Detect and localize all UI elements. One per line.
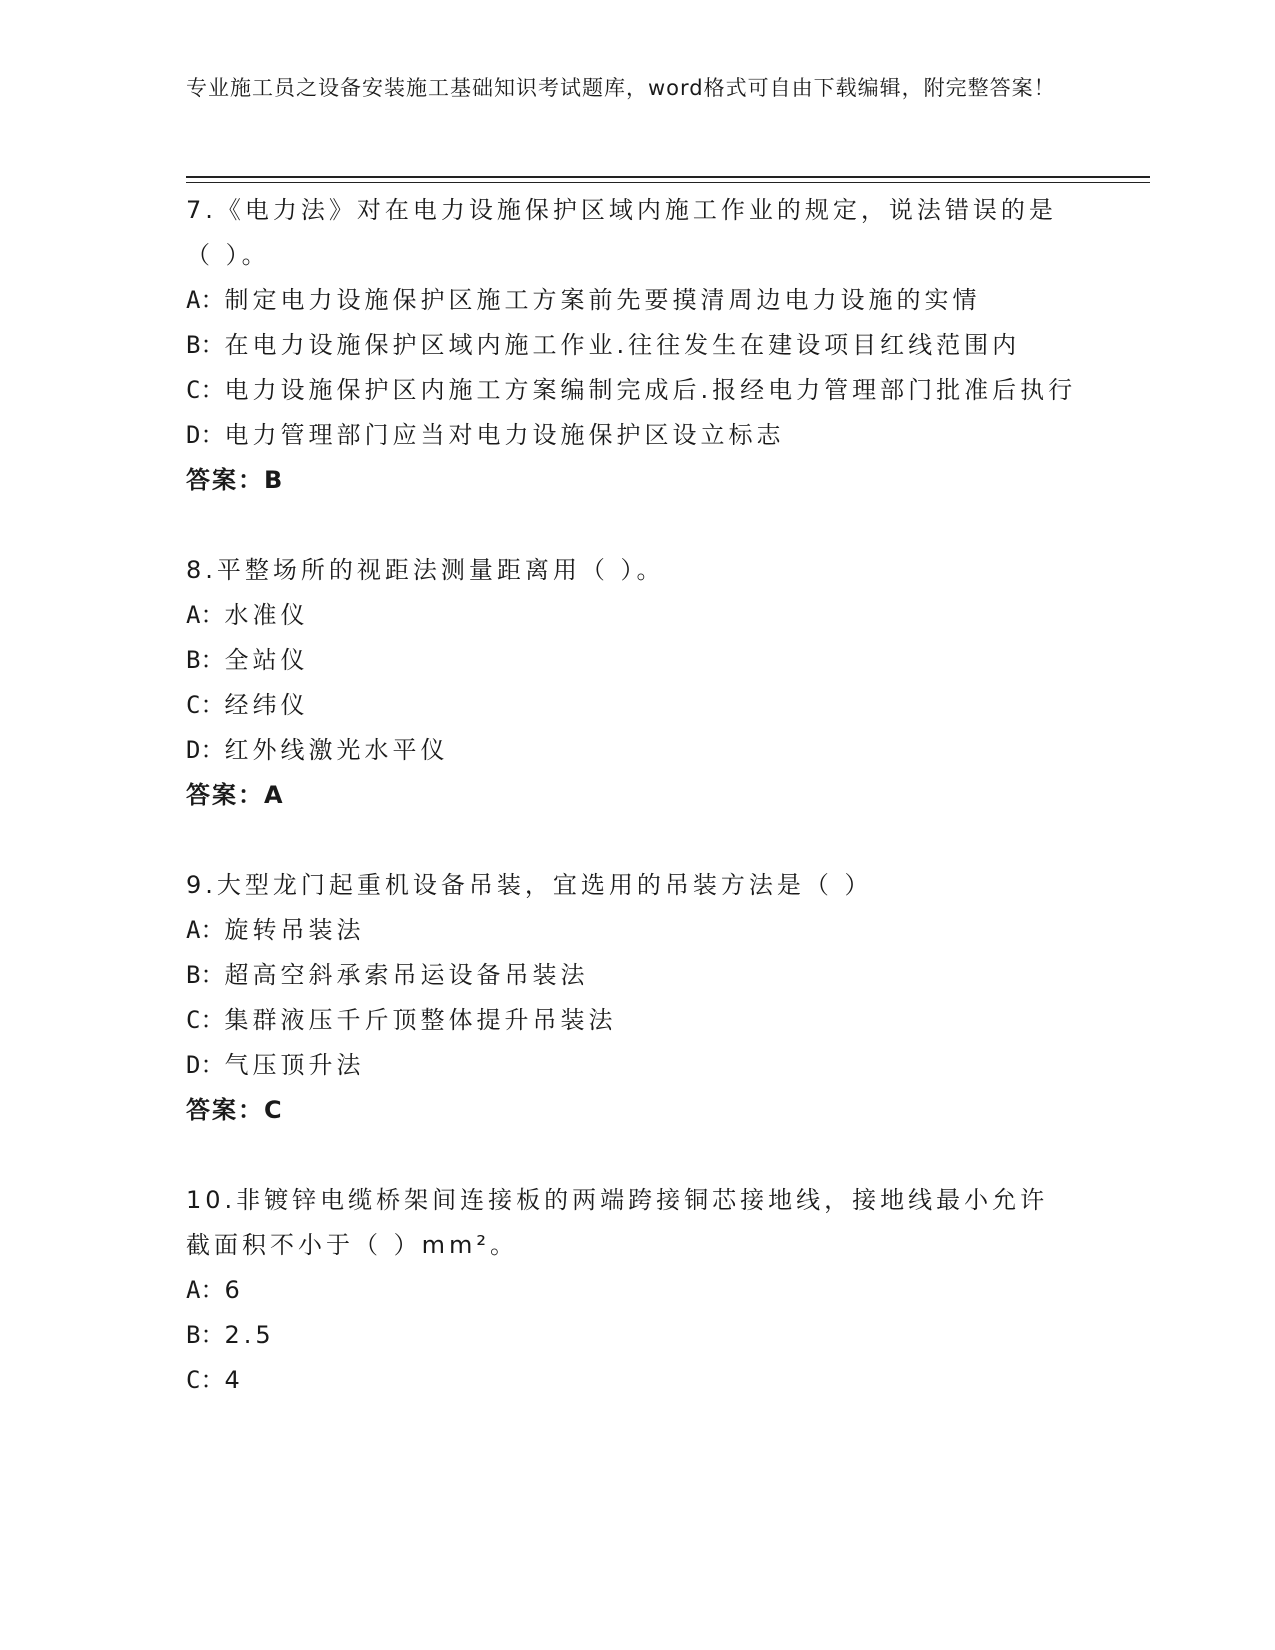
option-text: 集群液压千斤顶整体提升吊装法 [224,1006,617,1034]
option-text: 制定电力设施保护区施工方案前先要摸清周边电力设施的实情 [224,286,981,314]
option-key: C： [186,691,225,719]
option-key: D： [186,1051,225,1079]
option-text: 超高空斜承索吊运设备吊装法 [224,961,589,989]
question-10 [186,1178,1086,1403]
spacer [186,503,1086,548]
header-divider-thick [186,176,1150,178]
option-key: B： [186,331,225,359]
document-header: 专业施工员之设备安装施工基础知识考试题库，word格式可自由下载编辑，附完整答案！ [186,76,1056,100]
option-c [186,368,1086,413]
spacer [186,1133,1086,1178]
answer-label: 答案：B [186,466,285,494]
option-key: D： [186,421,225,449]
question-9 [186,863,1086,1133]
answer-label: 答案：C [186,1096,284,1124]
option-text: 在电力设施保护区域内施工作业.往往发生在建设项目红线范围内 [224,331,1021,359]
question-text: 8.平整场所的视距法测量距离用（ ）。 [186,556,665,584]
option-c [186,683,1086,728]
option-text: 气压顶升法 [224,1051,365,1079]
option-text: 全站仪 [224,646,309,674]
option-key: C： [186,376,225,404]
option-b [186,1313,1086,1358]
option-key: A： [186,916,225,944]
option-c [186,998,1086,1043]
option-a [186,593,1086,638]
question-8 [186,548,1086,818]
option-key: A： [186,1276,225,1304]
option-key: B： [186,1321,225,1349]
option-d [186,1043,1086,1088]
option-key: A： [186,601,225,629]
option-text: 电力管理部门应当对电力设施保护区设立标志 [224,421,785,449]
option-text: 4 [224,1366,244,1394]
option-a [186,278,1086,323]
option-b [186,638,1086,683]
question-text: 7.《电力法》对在电力设施保护区域内施工作业的规定，说法错误的是（ ）。 [186,196,1057,269]
option-b [186,953,1086,998]
header-divider-thin [186,182,1150,183]
question-list [186,188,1086,1403]
option-d [186,728,1086,773]
option-key: C： [186,1006,225,1034]
option-key: A： [186,286,225,314]
option-key: C： [186,1366,225,1394]
question-text: 9.大型龙门起重机设备吊装，宜选用的吊装方法是（ ） [186,871,873,899]
question-text: 10.非镀锌电缆桥架间连接板的两端跨接铜芯接地线，接地线最小允许截面积不小于（ ）mm²。 [186,1186,1049,1259]
question-7 [186,188,1086,503]
option-text: 6 [224,1276,244,1304]
option-text: 红外线激光水平仪 [224,736,449,764]
option-text: 经纬仪 [224,691,309,719]
option-c [186,1358,1086,1403]
option-text: 水准仪 [224,601,309,629]
spacer [186,818,1086,863]
option-key: D： [186,736,225,764]
option-text: 旋转吊装法 [224,916,365,944]
option-b [186,323,1086,368]
option-key: B： [186,961,225,989]
option-text: 2.5 [224,1321,275,1349]
option-a [186,1268,1086,1313]
option-d [186,413,1086,458]
answer-label: 答案：A [186,781,285,809]
option-text: 电力设施保护区内施工方案编制完成后.报经电力管理部门批准后执行 [224,376,1077,404]
option-a [186,908,1086,953]
option-key: B： [186,646,225,674]
